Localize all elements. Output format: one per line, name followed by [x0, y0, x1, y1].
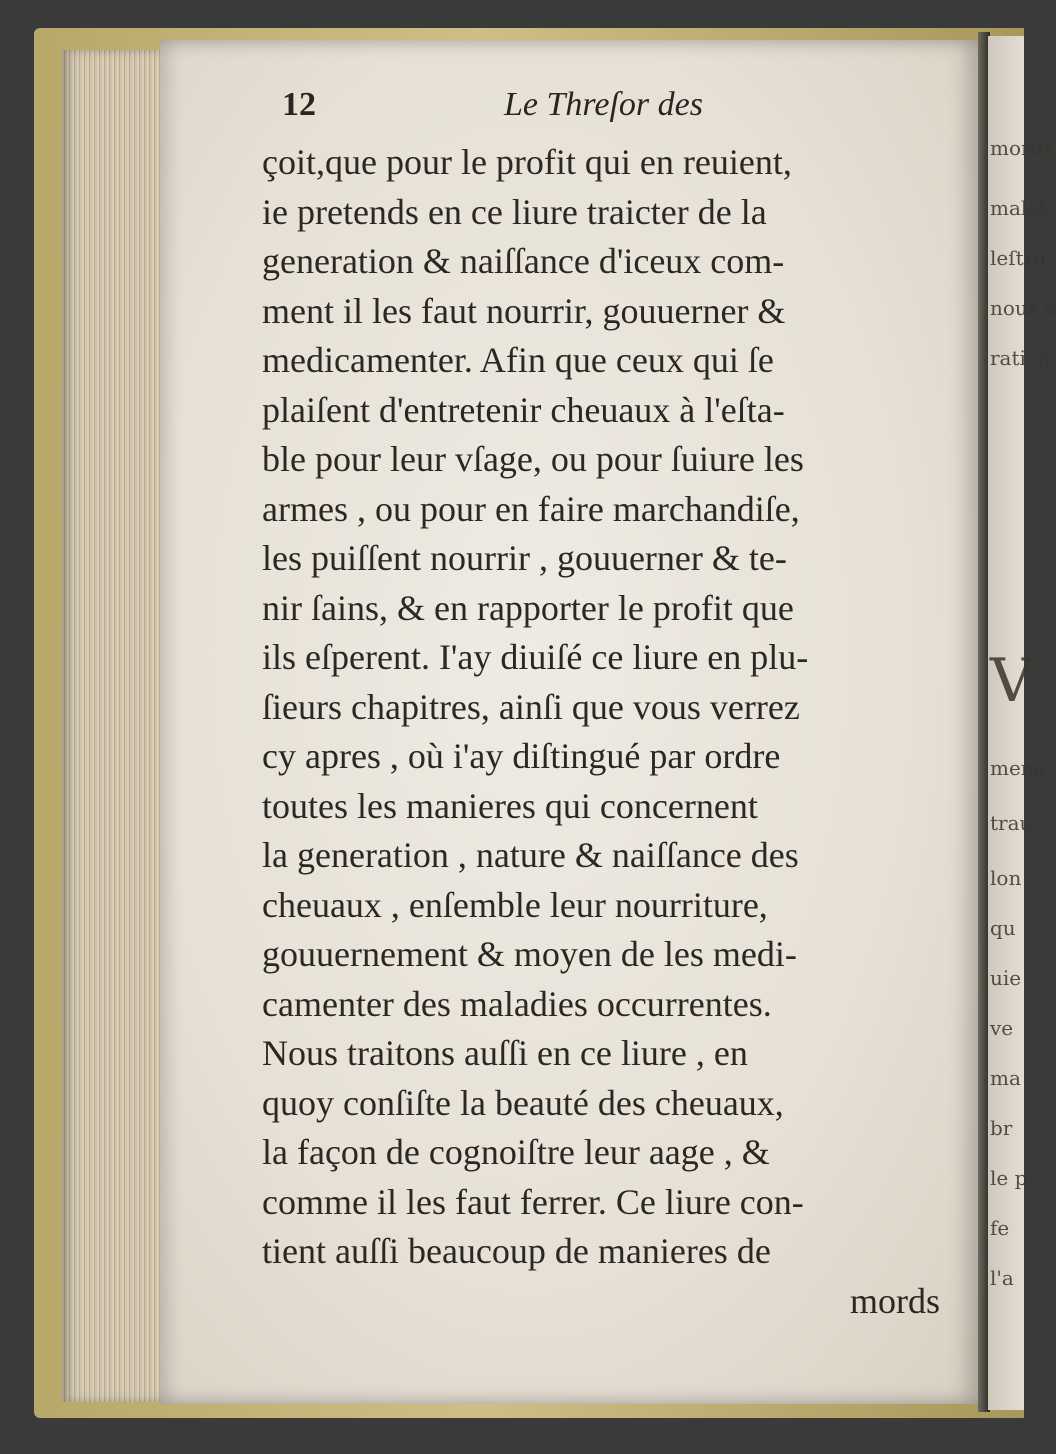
facing-fragment: br	[990, 1116, 1013, 1140]
text-line: tient auſſi beaucoup de manieres de	[262, 1231, 771, 1271]
text-line: ble pour leur vſage, ou pour ſuiure les	[262, 439, 804, 479]
text-line: nir ſains, & en rapporter le profit que	[262, 587, 794, 628]
text-line: cy apres , où i'ay diſtingué par ordre	[262, 736, 781, 776]
text-line: la generation , nature & naiſſance des	[262, 835, 799, 875]
facing-fragment: mords	[990, 136, 1054, 160]
facing-fragment: l'a	[990, 1266, 1014, 1290]
facing-fragment: mena	[990, 756, 1046, 780]
facing-fragment: ve	[990, 1016, 1014, 1040]
text-line: ſieurs chapitres, ainſi que vous verrez	[262, 686, 800, 727]
facing-fragment: nous a	[990, 296, 1056, 320]
page-stack-edge	[62, 50, 166, 1402]
text-line: çoit,que pour le profit qui en reuient,	[262, 142, 792, 182]
facing-fragment: ration	[990, 346, 1051, 370]
text-line: Nous traitons auſſi en ce liure , en	[262, 1033, 748, 1073]
text-line: ie pretends en ce liure traicter de la	[262, 191, 767, 232]
text-line: armes , ou pour en faire marchandiſe,	[262, 488, 800, 529]
facing-page-edge	[988, 36, 1056, 1410]
text-line: ils eſperent. I'ay diuiſé ce liure en plu-	[262, 637, 809, 677]
facing-fragment: trau	[990, 811, 1033, 835]
running-title: Le Threſor des	[504, 86, 703, 123]
facing-fragment: fe	[990, 1216, 1010, 1240]
text-line: les puiſſent nourrir , gouuerner & te-	[262, 538, 787, 578]
text-line: gouuernement & moyen de les medi-	[262, 934, 797, 974]
text-line: cheuaux , enſemble leur nourriture,	[262, 884, 768, 925]
facing-fragment: malet	[990, 196, 1048, 220]
text-line: quoy conſiſte la beauté des cheuaux,	[262, 1082, 784, 1123]
text-line: medicamenter. Afin que ceux qui ſe	[262, 340, 774, 380]
facing-fragment: V	[990, 646, 1034, 716]
page-number: 12	[282, 86, 316, 123]
page-header	[282, 86, 942, 136]
facing-fragment: ma	[990, 1066, 1021, 1090]
text-line: ment il les faut nourrir, gouuerner &	[262, 290, 786, 331]
facing-fragment: lon	[990, 866, 1022, 890]
facing-fragment: leſtru	[990, 246, 1047, 270]
facing-fragment: uie	[990, 966, 1022, 990]
body-text	[262, 138, 952, 1326]
text-line: generation & naiſſance d'iceux com-	[262, 241, 785, 281]
facing-fragment: le p	[990, 1166, 1028, 1190]
facing-fragment: qu	[990, 916, 1016, 940]
text-line: plaiſent d'entretenir cheuaux à l'eſta-	[262, 389, 785, 430]
text-line: la façon de cognoiſtre leur aage , &	[262, 1132, 770, 1172]
catchword: mords	[850, 1280, 940, 1321]
text-line: camenter des maladies occurrentes.	[262, 983, 772, 1024]
text-line: toutes les manieres qui concernent	[262, 785, 758, 826]
text-line: comme il les faut ferrer. Ce liure con-	[262, 1181, 804, 1222]
